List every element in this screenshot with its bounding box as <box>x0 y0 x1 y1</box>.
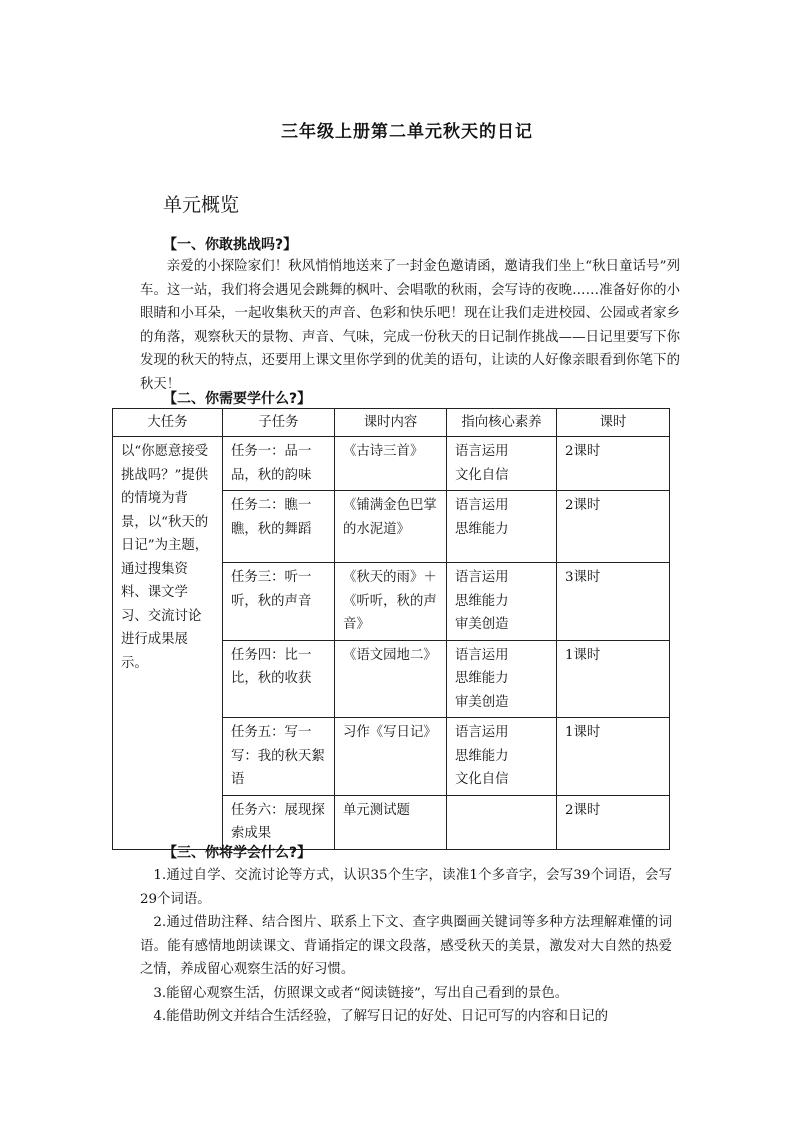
period-cell: 2课时 <box>557 795 670 849</box>
period-cell: 1课时 <box>557 718 670 796</box>
skills-cell: 语言运用 文化自信 <box>447 437 557 491</box>
document-title: 三年级上册第二单元秋天的日记 <box>281 122 533 142</box>
skills-cell: 语言运用 思维能力 <box>447 491 557 563</box>
skills-cell: 语言运用 思维能力 审美创造 <box>447 640 557 718</box>
header-cell: 课时 <box>557 409 670 437</box>
section1-heading: 【一、你敢挑战吗?】 <box>163 237 298 253</box>
subtask-cell: 任务五：写一写：我的秋天絮语 <box>223 718 335 796</box>
goals-list <box>140 864 672 1029</box>
content-cell: 《秋天的雨》＋《听听，秋的声音》 <box>335 563 447 641</box>
period-cell: 2课时 <box>557 437 670 491</box>
subtask-cell: 任务四：比一比，秋的收获 <box>223 640 335 718</box>
list-item: 4.能借助例文并结合生活经验，了解写日记的好处、日记可写的内容和日记的 <box>153 1009 609 1024</box>
table-header-row <box>113 409 670 437</box>
content-cell: 单元测试题 <box>335 795 447 849</box>
skills-cell: 语言运用 思维能力 审美创造 <box>447 563 557 641</box>
list-item: 2.通过借助注释、结合图片、联系上下文、查字典圈画关键词等多种方法理解难懂的词语。能有感情地朗读课文、背诵指定的课文段落，感受秋天的美景，激发对大自然的热爱之情，养成留心观察生活的好习惯。 <box>140 915 672 977</box>
header-cell: 大任务 <box>113 409 223 437</box>
period-cell: 1课时 <box>557 640 670 718</box>
period-cell: 3课时 <box>557 563 670 641</box>
table-row <box>113 437 670 491</box>
header-cell: 子任务 <box>223 409 335 437</box>
subtask-cell: 任务二：瞧一瞧，秋的舞蹈 <box>223 491 335 563</box>
subtask-cell: 任务三：听一听，秋的声音 <box>223 563 335 641</box>
period-cell: 2课时 <box>557 491 670 563</box>
subtask-cell: 任务一：品一品，秋的韵味 <box>223 437 335 491</box>
overview-heading: 单元概览 <box>163 194 240 216</box>
skills-cell <box>447 795 557 849</box>
task-table <box>112 408 670 850</box>
list-item: 3.能留心观察生活，仿照课文或者“阅读链接”，写出自己看到的景色。 <box>153 985 569 1001</box>
section3-heading: 【三、你将学会什么?】 <box>163 845 312 861</box>
header-cell: 指向核心素养 <box>447 409 557 437</box>
section1-text: 亲爱的小探险家们！秋风悄悄地送来了一封金色邀请函，邀请我们坐上“秋日童话号”列车。这一站，我们将会遇见会跳舞的枫叶、会唱歌的秋雨，会写诗的夜晚……准备好你的小眼睛和小耳朵，一起收集秋天的声音、色彩和快乐吧！现在让我们走进校园、公园或者家乡的角落，观察秋天的景物、声音、气味，完成一份秋天的日记制作挑战——日记里要写下你发现的秋天的特点，还要用上课文里你学到的优美的语句，让读的人好像亲眼看到你笔下的秋天！ <box>140 259 680 392</box>
big-task-cell: 以“你愿意接受挑战吗？”提供的情境为背景，以“秋天的日记”为主题，通过搜集资料、课文学习、交流讨论进行成果展示。 <box>113 437 223 850</box>
subtask-cell: 任务六：展现探索成果 <box>223 795 335 849</box>
content-cell: 习作《写日记》 <box>335 718 447 796</box>
header-cell: 课时内容 <box>335 409 447 437</box>
content-cell: 《古诗三首》 <box>335 437 447 491</box>
skills-cell: 语言运用 思维能力 文化自信 <box>447 718 557 796</box>
section1-paragraph <box>140 255 680 397</box>
content-cell: 《铺满金色巴掌的水泥道》 <box>335 491 447 563</box>
section2-heading: 【二、你需要学什么?】 <box>163 391 312 407</box>
content-cell: 《语文园地二》 <box>335 640 447 718</box>
list-item: 1.通过自学、交流讨论等方式，认识35个生字，读准1个多音字，会写39个词语，会写29个词语。 <box>140 868 672 907</box>
